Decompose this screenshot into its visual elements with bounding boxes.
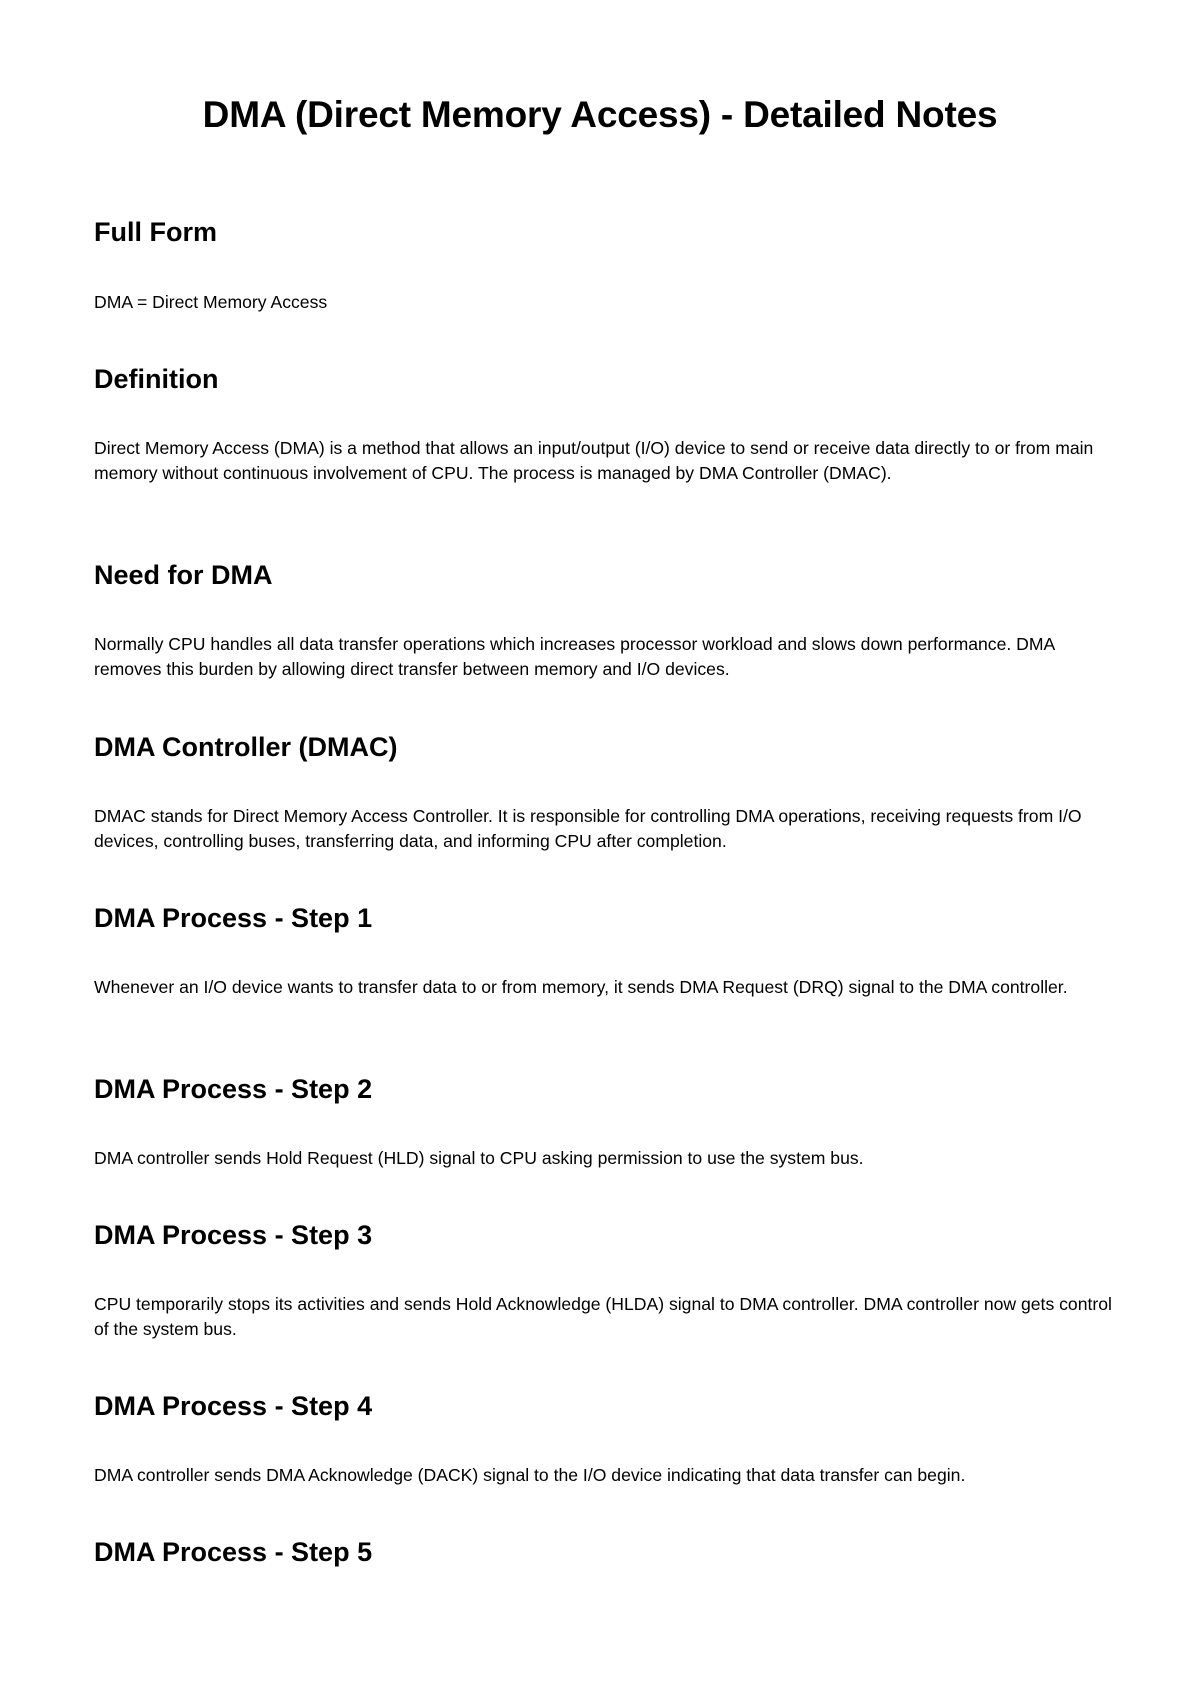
heading-step-3: DMA Process - Step 3	[94, 1220, 373, 1250]
body-definition: Direct Memory Access (DMA) is a method that allows an input/output (I/O) device to send or receive data directly to or from main memory without continuous involvement of CPU. The process is managed by DMA Controller (DMAC).	[94, 438, 1094, 483]
body-full-form: DMA = Direct Memory Access	[94, 292, 328, 312]
heading-step-1: DMA Process - Step 1	[94, 903, 373, 933]
body-need-for-dma: Normally CPU handles all data transfer operations which increases processor workload and slows down performance. DMA removes this burden by allowing direct transfer between memory and I/O devices.	[94, 634, 1055, 679]
heading-step-5: DMA Process - Step 5	[94, 1537, 373, 1567]
body-dma-controller: DMAC stands for Direct Memory Access Controller. It is responsible for controlling DMA operations, receiving requests from I/O devices, controlling buses, transferring data, and informing CPU after completion.	[94, 806, 1082, 851]
heading-dma-controller: DMA Controller (DMAC)	[94, 732, 398, 762]
page-title: DMA (Direct Memory Access) - Detailed Notes	[202, 94, 998, 135]
body-step-1: Whenever an I/O device wants to transfer data to or from memory, it sends DMA Request (DRQ) signal to the DMA controller.	[94, 977, 1068, 997]
body-step-4: DMA controller sends DMA Acknowledge (DACK) signal to the I/O device indicating that data transfer can begin.	[94, 1465, 966, 1485]
body-step-3: CPU temporarily stops its activities and sends Hold Acknowledge (HLDA) signal to DMA controller. DMA controller now gets control of the system bus.	[94, 1294, 1112, 1339]
body-step-2: DMA controller sends Hold Request (HLD) signal to CPU asking permission to use the system bus.	[94, 1148, 864, 1168]
heading-step-4: DMA Process - Step 4	[94, 1391, 373, 1421]
heading-full-form: Full Form	[94, 217, 217, 247]
heading-need-for-dma: Need for DMA	[94, 560, 273, 590]
heading-definition: Definition	[94, 364, 219, 394]
heading-step-2: DMA Process - Step 2	[94, 1074, 373, 1104]
